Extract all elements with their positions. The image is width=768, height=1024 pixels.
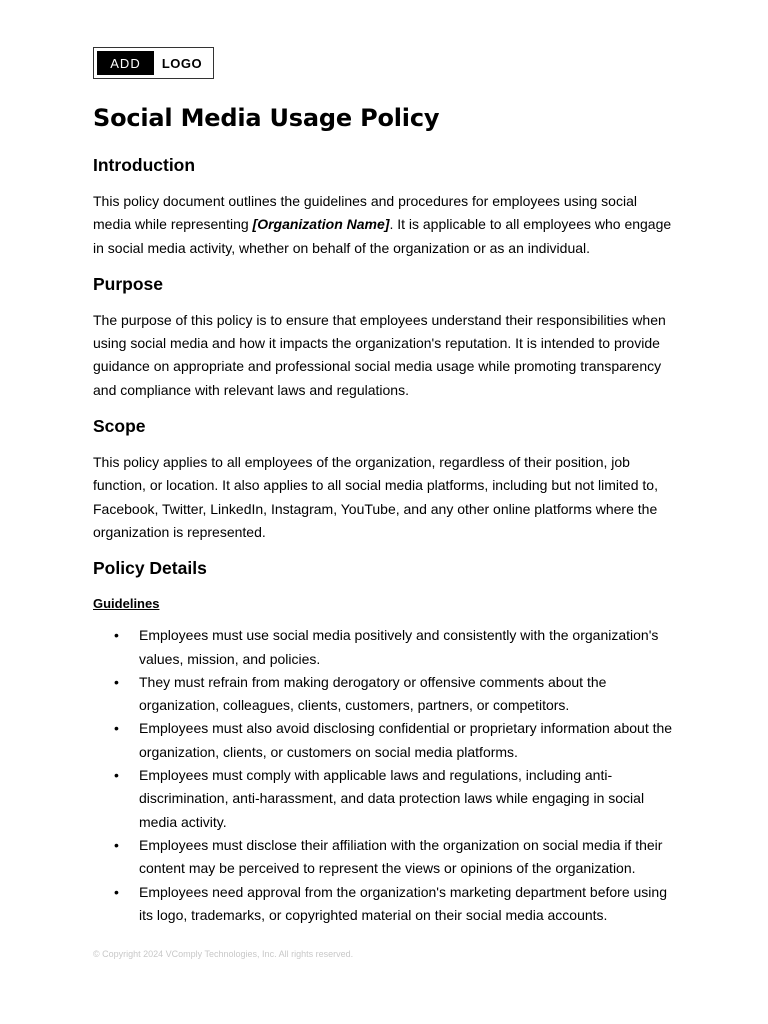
guideline-text: Employees must disclose their affiliation with the organization on social media if their content may be perceived to represent the views or opinions of the organization. xyxy=(139,836,663,877)
bullet-icon: • xyxy=(114,720,119,737)
bullet-icon: • xyxy=(114,883,119,900)
guideline-item xyxy=(93,717,678,764)
guideline-text: Employees must comply with applicable laws and regulations, including anti-discrimination, anti-harassment, and data protection laws while engaging in social media activity. xyxy=(139,767,645,830)
purpose-paragraph: The purpose of this policy is to ensure that employees understand their responsibilities when using social media and how it impacts the organization's reputation. It is intended to provide guidance on appropriate and professional social media usage while promoting transparency and compliance with relevant laws and regulations. xyxy=(93,311,666,398)
guidelines-list xyxy=(93,624,678,927)
introduction-paragraph xyxy=(93,190,678,260)
document-page xyxy=(93,47,678,927)
organization-name-placeholder: [Organization Name] xyxy=(252,216,390,233)
guideline-item xyxy=(93,881,678,928)
guidelines-heading: Guidelines xyxy=(93,596,160,612)
document-title: Social Media Usage Policy xyxy=(93,104,440,132)
guideline-text: Employees must also avoid disclosing confidential or proprietary information about the organization, clients, or customers on social media platforms. xyxy=(139,720,673,760)
guideline-item xyxy=(93,764,678,834)
copyright-footer: © Copyright 2024 VComply Technologies, Inc. All rights reserved. xyxy=(93,949,354,959)
guideline-item xyxy=(93,671,678,718)
bullet-icon: • xyxy=(114,673,119,690)
bullet-icon: • xyxy=(114,767,119,784)
guideline-text: Employees need approval from the organization's marketing department before using its logo, trademarks, or copyrighted material on their social media accounts. xyxy=(139,883,667,923)
guideline-text: Employees must use social media positively and consistently with the organization's values, mission, and policies. xyxy=(139,627,659,667)
bullet-icon: • xyxy=(114,836,119,853)
guideline-text: They must refrain from making derogatory or offensive comments about the organization, colleagues, clients, customers, partners, or competitors. xyxy=(139,673,607,714)
logo-logo-label: LOGO xyxy=(161,55,203,71)
bullet-icon: • xyxy=(114,627,119,644)
guideline-item xyxy=(93,834,678,881)
guideline-item xyxy=(93,624,678,671)
scope-paragraph: This policy applies to all employees of the organization, regardless of their position, job function, or location. It also applies to all social media platforms, including but not limited to, Facebook, Twitter, LinkedIn, Instagram, YouTube, and any other online platforms where the organization is represented. xyxy=(93,454,658,540)
purpose-heading: Purpose xyxy=(93,273,164,294)
introduction-text-after: . It is applicable to all employees who engage in social media activity, whether on behalf of the organization or as an individual. xyxy=(93,216,672,256)
scope-heading: Scope xyxy=(93,416,146,437)
logo-add-label: ADD xyxy=(97,51,154,75)
logo-placeholder xyxy=(93,47,214,79)
introduction-heading: Introduction xyxy=(93,155,196,175)
introduction-text-before: This policy document outlines the guidelines and procedures for employees using social media while representing xyxy=(93,193,637,233)
policy-details-heading: Policy Details xyxy=(93,558,207,579)
